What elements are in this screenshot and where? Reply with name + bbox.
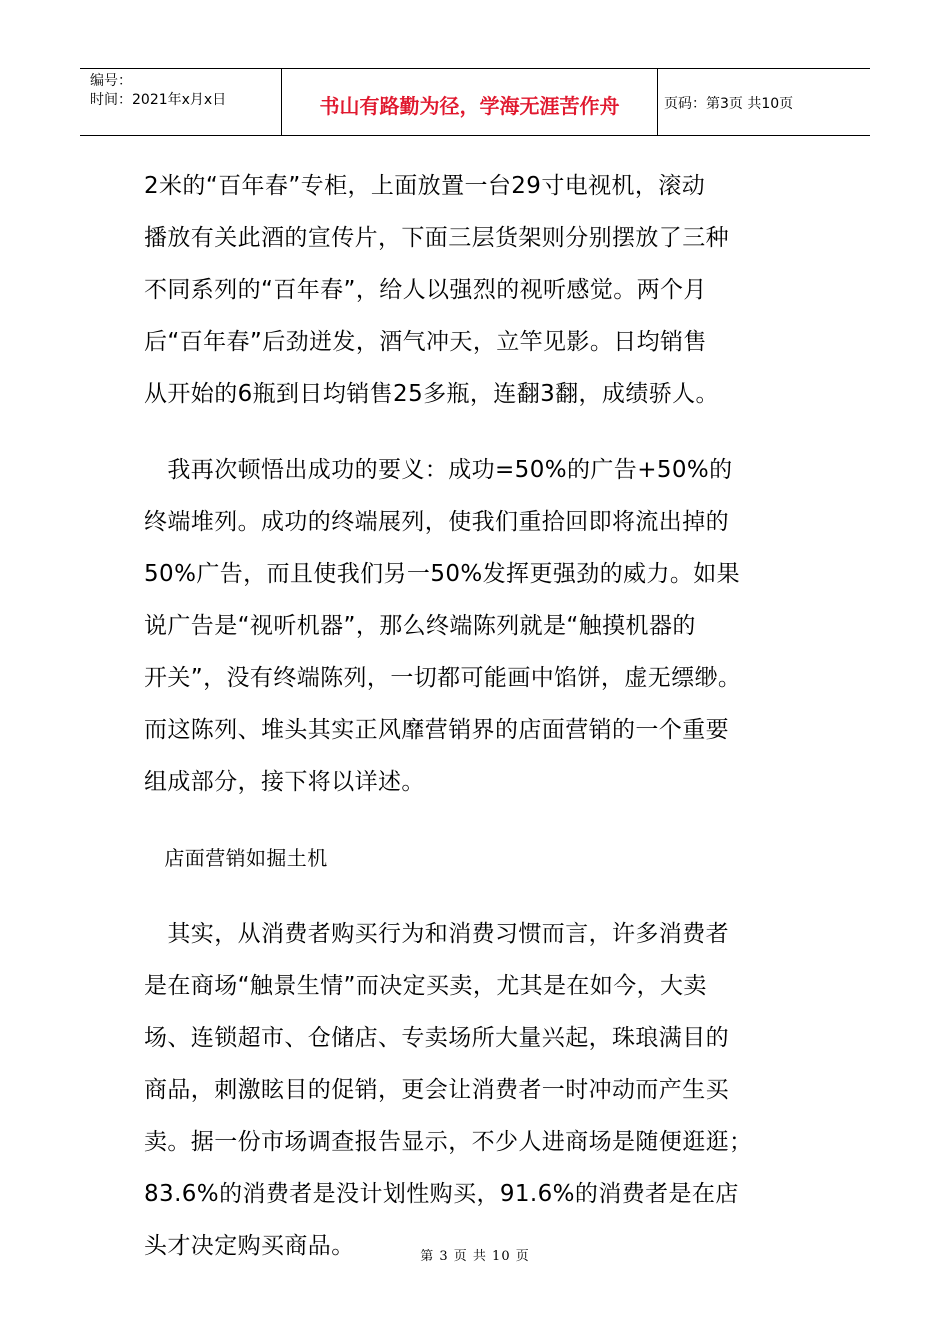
page-info: 页码：第3页 共10页 <box>664 96 794 112</box>
time-label: 时间：2021年x月x日 <box>90 92 227 108</box>
section-heading: 店面营销如掘土机 <box>144 846 328 870</box>
header-meta-cell <box>80 69 282 135</box>
header-motto-cell <box>282 69 658 135</box>
paragraph-2: 我再次顿悟出成功的要义：成功=50%的广告+50%的 终端堆列。成功的终端展列，使我们重拾回即将流出掉的 50%广告，而且使我们另一50%发挥更强劲的威力。如果 说广告是“视听机器”，那么终端陈列就是“触摸机器的 开关”，没有终端陈列，一切都可能画中馅饼，虚无缥缈。 而这陈列、堆头其实正风靡营销界的店面营销的一个重要 组成部分，接下将以详述。 <box>144 457 742 795</box>
paragraph-3: 其实，从消费者购买行为和消费习惯而言，许多消费者 是在商场“触景生情”而决定买卖，尤其是在如今，大卖 场、连锁超市、仓储店、专卖场所大量兴起，珠琅满目的 商品，刺激眩目的促销，更会让消费者一时冲动而产生买 卖。据一份市场调查报告显示，不少人进商场是随便逛逛； 83.6%的消费者是没计划性购买，91.6%的消费者是在店 头才决定购买商品。 <box>144 921 753 1259</box>
motto-text: 书山有路勤为径，学海无涯苦作舟 <box>319 93 620 118</box>
document-header <box>80 68 870 136</box>
header-page-cell <box>658 69 870 135</box>
paragraph-1: 2米的“百年春”专柜，上面放置一台29寸电视机，滚动 播放有关此酒的宣传片，下面三层货架则分别摆放了三种 不同系列的“百年春”，给人以强烈的视听感觉。两个月 后“百年春”后劲迸发，酒气冲天，立竿见影。日均销售 从开始的6瓶到日均销售25多瓶，连翻3翻，成绩骄人。 <box>144 173 729 407</box>
document-body <box>144 160 814 1272</box>
page-footer: 第 3 页 共 10 页 <box>420 1249 530 1264</box>
code-label: 编号： <box>90 73 132 89</box>
